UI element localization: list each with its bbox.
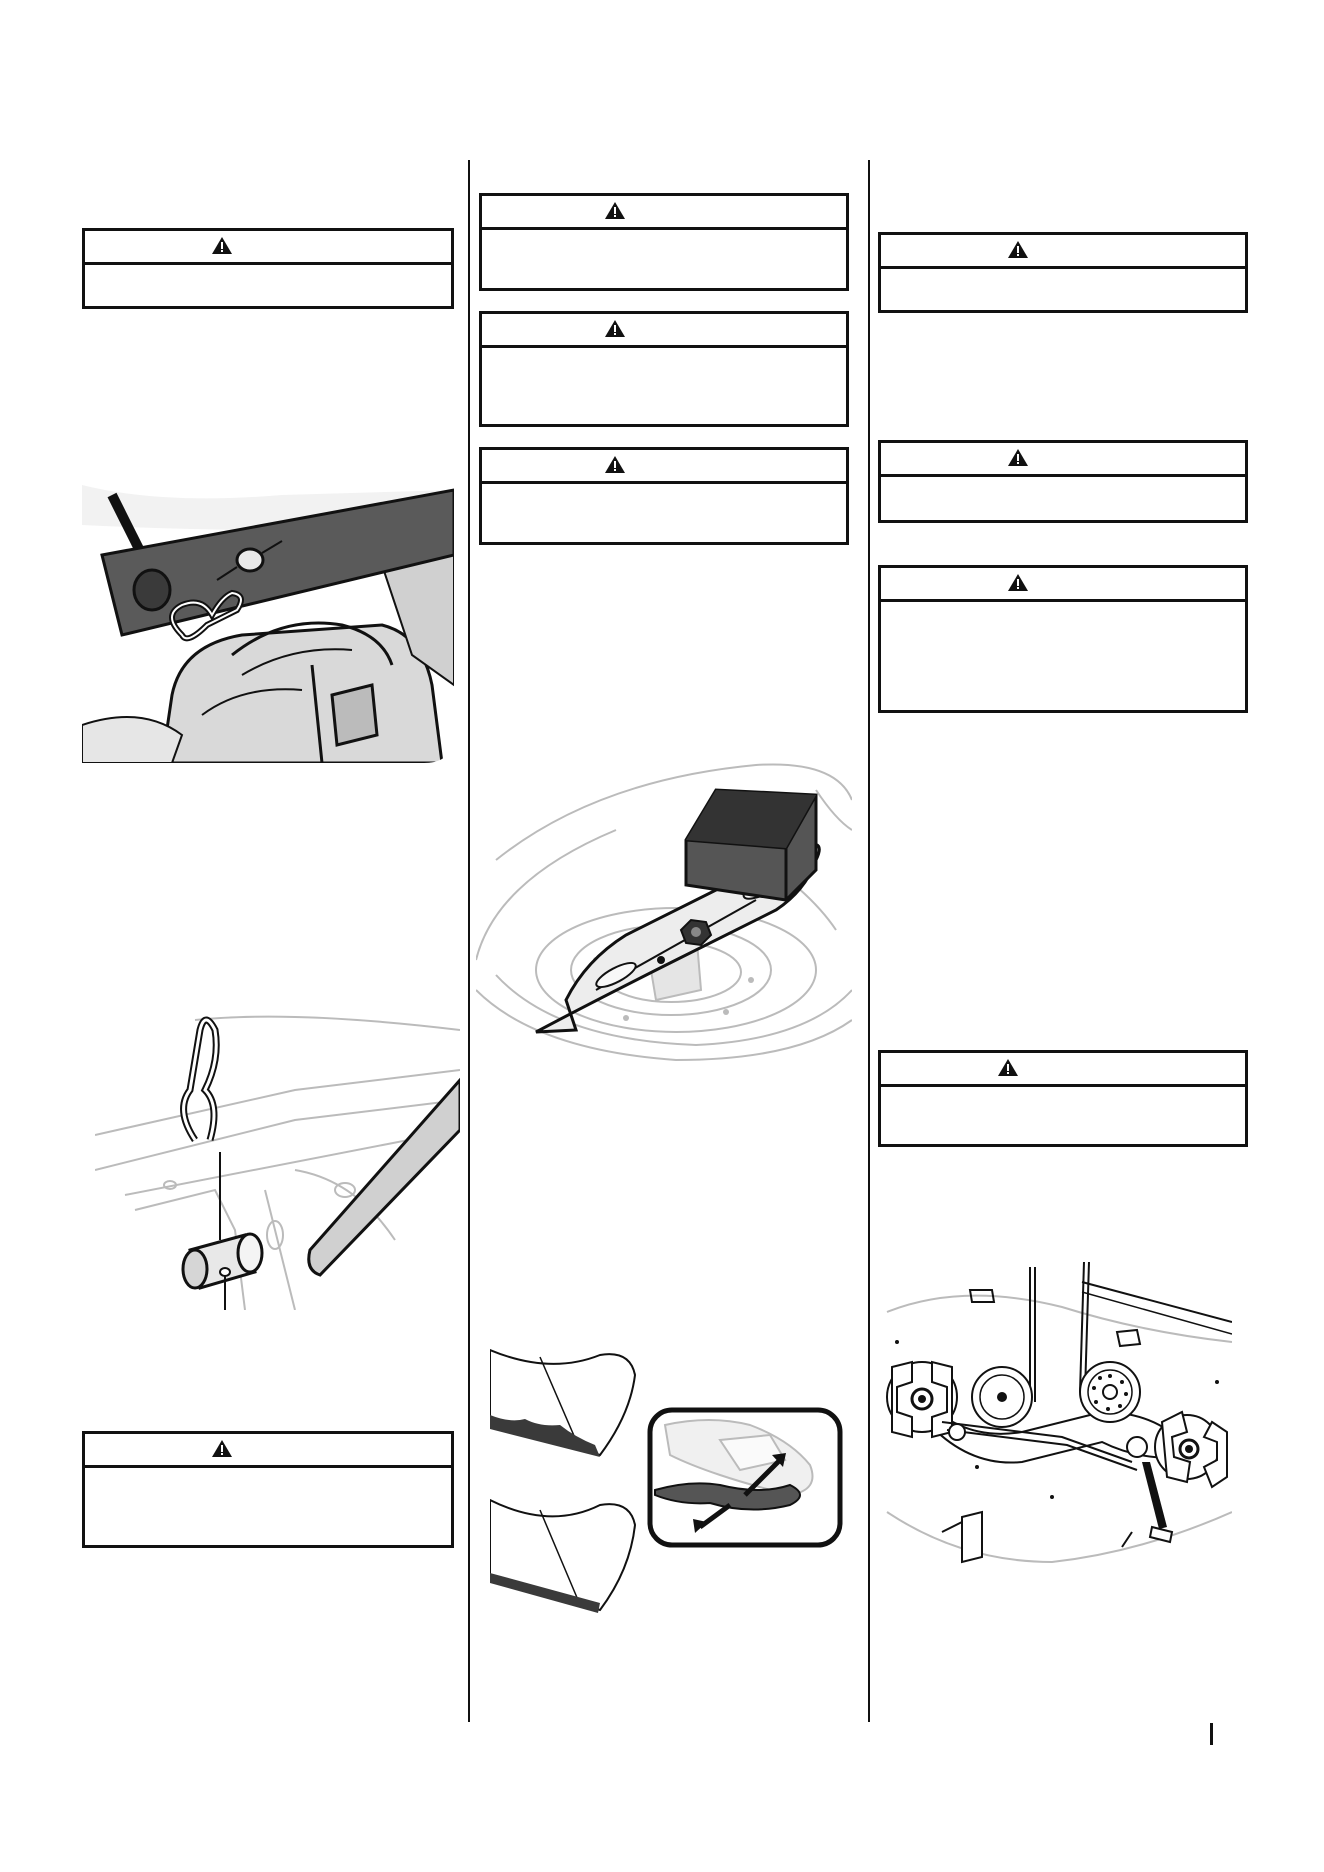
warning-triangle-icon [1008, 574, 1028, 596]
warning-triangle-icon [605, 202, 625, 224]
figure-belt-routing [882, 1262, 1232, 1567]
warning-triangle-icon [998, 1059, 1018, 1081]
page-number-marker [1210, 1723, 1213, 1745]
warning-box-2 [82, 1431, 454, 1548]
warning-box-5 [479, 447, 849, 545]
column-divider-left [468, 160, 470, 1722]
warning-triangle-icon [1008, 449, 1028, 471]
warning-box-1 [82, 228, 454, 309]
warning-header [482, 314, 846, 348]
column-divider-right [868, 160, 870, 1722]
warning-triangle-icon [212, 1440, 232, 1462]
warning-body [85, 265, 451, 281]
warning-header [881, 235, 1245, 269]
warning-header [881, 443, 1245, 477]
figure-blade-removal [476, 760, 852, 1075]
warning-body [881, 269, 1245, 285]
warning-header [85, 231, 451, 265]
warning-body [85, 1468, 451, 1484]
figure-blade-sharpening [490, 1345, 850, 1620]
figure-clevis-pin [95, 1010, 460, 1310]
warning-triangle-icon [605, 320, 625, 342]
warning-box-8 [878, 565, 1248, 713]
warning-body [482, 230, 846, 246]
warning-body [482, 348, 846, 364]
warning-header [881, 1053, 1245, 1087]
warning-box-7 [878, 440, 1248, 523]
warning-body [881, 477, 1245, 493]
warning-box-9 [878, 1050, 1248, 1147]
figure-hitch-pin-clip [82, 485, 454, 763]
warning-header [881, 568, 1245, 602]
warning-triangle-icon [1008, 241, 1028, 263]
warning-header [482, 450, 846, 484]
warning-header [85, 1434, 451, 1468]
warning-body [881, 602, 1245, 618]
warning-box-6 [878, 232, 1248, 313]
warning-body [881, 1087, 1245, 1103]
warning-box-3 [479, 193, 849, 291]
warning-box-4 [479, 311, 849, 427]
warning-triangle-icon [212, 237, 232, 259]
warning-header [482, 196, 846, 230]
warning-triangle-icon [605, 456, 625, 478]
warning-body [482, 484, 846, 500]
